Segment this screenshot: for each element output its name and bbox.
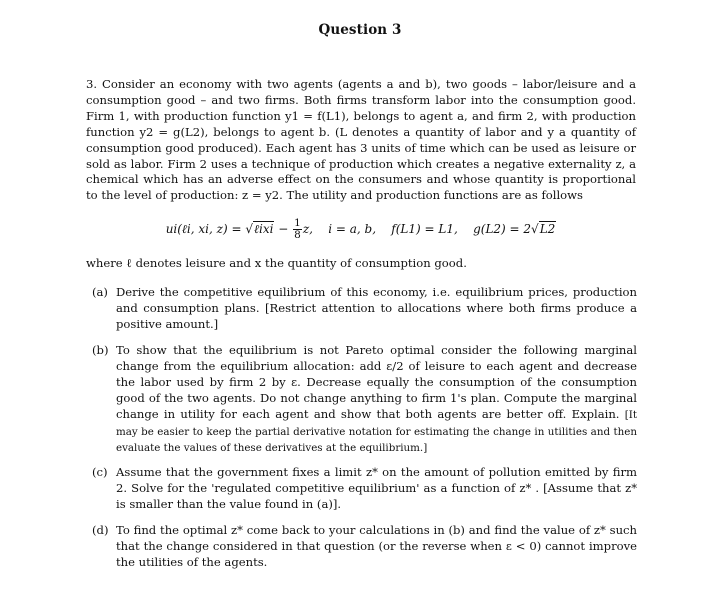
part-b-note: [It may be easier to keep the partial derivative notation for estimating the change in utilities and then evaluate the values of these derivatives at the equilibrium.] (116, 408, 637, 455)
agent-index: i = a, b, (328, 222, 377, 236)
part-d (92, 523, 637, 571)
notation-note: where ℓ denotes leisure and x the quantity of consumption good. (86, 256, 467, 270)
part-b-label: (b) (92, 343, 109, 357)
one-eighth-fraction (293, 218, 302, 241)
firm1-production: f(L1) = L1, (391, 222, 458, 236)
externality-term: z, (302, 222, 313, 236)
fraction-denominator: 8 (294, 229, 301, 241)
part-a-label: (a) (92, 285, 108, 299)
utility-production-equation: ui(ℓi, xi, z) = √ℓixi − $\frac{1}{8}$ z, i = a, b, f(L1) = L1, g(L2) = 2√L2 (165, 217, 556, 241)
part-b-body (116, 343, 637, 457)
firm2-production: g(L2) = 2 (473, 222, 532, 236)
part-b-text: To show that the equilibrium is not Pareto optimal consider the following marginal change from the equilibrium allocation: add ε/2 of leisure to each agent and decrease the labor used by firm 2 by ε. Decrease equally the consumption of the consumption good of the two agents. Do not change anything to firm 1's plan. Compute the marginal change in utility for each agent and show that both agents are better off. Explain. (116, 343, 637, 421)
part-a (92, 285, 637, 333)
part-d-label: (d) (92, 523, 109, 537)
part-b (92, 343, 637, 457)
problem-intro-paragraph: 3. Consider an economy with two agents (agents a and b), two goods – labor/leisure and a consumption good – and two firms. Both firms transform labor into the consumption good. Firm 1, with production function y1 = f(L1), belongs to agent a, and firm 2, with production function y2 = g(L2), belongs to agent b. (L denotes a quantity of labor and y a quantity of consumption good produced). Each agent has 3 units of time which can be used as leisure or sold as labor. Firm 2 uses a technique of production which creates a negative externality z, a chemical which has an adverse effect on the consumers and whose quantity is proportional to the level of production: z = y2. The utility and production functions are as follows (86, 77, 636, 203)
part-a-text: Derive the competitive equilibrium of this economy, i.e. equilibrium prices, production and consumption plans. [Restrict attention to allocations where both firms produce a positive amount.] (116, 285, 637, 331)
part-c-text: Assume that the government fixes a limit z* on the amount of pollution emitted by firm 2. Solve for the 'regulated competitive equilibrium' as a function of z* . [Assume that z* is smaller than the value found in (a)]. (116, 465, 637, 511)
fraction-numerator: 1 (294, 217, 301, 229)
part-c-label: (c) (92, 465, 108, 479)
utility-lhs: ui(ℓi, xi, z) = (165, 222, 246, 236)
problem-statement (86, 77, 636, 204)
part-c (92, 465, 637, 513)
firm2-sqrt-term: L2 (539, 222, 556, 236)
minus-sign: − (274, 222, 293, 236)
question-title: Question 3 (318, 22, 402, 38)
part-d-text: To find the optimal z* come back to your calculations in (b) and find the value of z* such that the change considered in that question (or the reverse when ε < 0) cannot improve the utilities of the agents. (116, 523, 637, 569)
utility-sqrt-term: ℓixi (253, 222, 274, 236)
